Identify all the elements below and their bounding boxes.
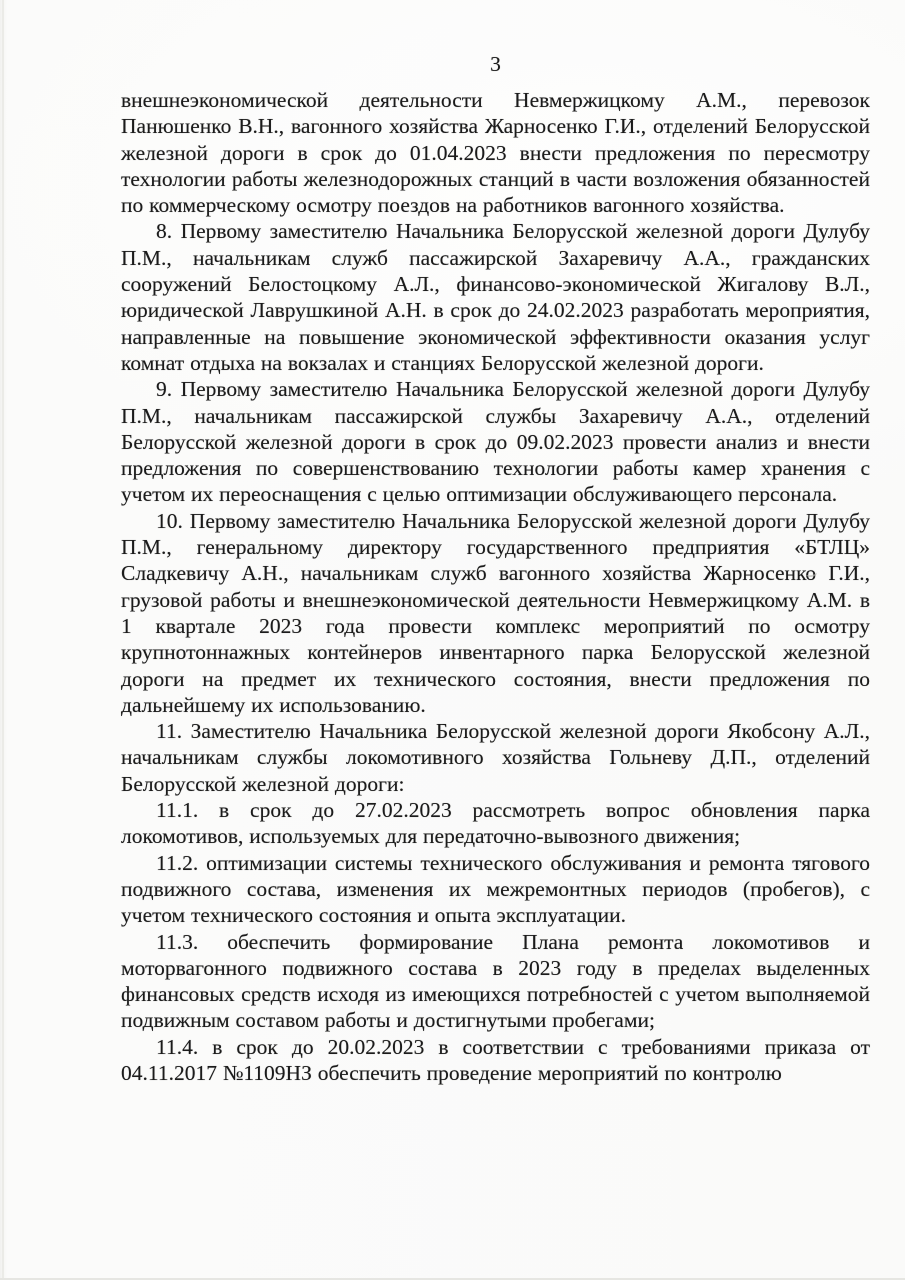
paragraph-11: 11. Заместителю Начальника Белорусской железной дороги Якобсону А.Л., начальникам службы локомотивного хозяйства Гольневу Д.П., отделений Белорусской железной дороги: xyxy=(121,719,870,796)
paragraph-continuation: внешнеэкономической деятельности Невмержицкому А.М., перевозок Панюшенко В.Н., вагонного хозяйства Жарносенко Г.И., отделений Белорусской железной дороги в срок до 01.04.2023 внести предложения по пересмотру технологии работы железнодорожных станций в части возложения обязанностей по коммерческому осмотру поездов на работников вагонного хозяйства. xyxy=(121,88,870,218)
paragraph-10: 10. Первому заместителю Начальника Белорусской железной дороги Дулубу П.М., генеральному директору государственного предприятия «БТЛЦ» Сладкевичу А.Н., начальникам служб вагонного хозяйства Жарносенко Г.И., грузовой работы и внешнеэкономической деятельности Невмержицкому А.М. в 1 квартале 2023 года провести комплекс мероприятий по осмотру крупнотоннажных контейнеров инвентарного парка Белорусской железной дороги на предмет их технического состояния, внести предложения по дальнейшему их использованию. xyxy=(121,508,870,717)
paragraph-11-4: 11.4. в срок до 20.02.2023 в соответствии с требованиями приказа от 04.11.2017 №1109НЗ обеспечить проведение мероприятий по контролю xyxy=(121,1034,870,1085)
paragraph-11-2: 11.2. оптимизации системы технического обслуживания и ремонта тягового подвижного состава, изменения их межремонтных периодов (пробегов), с учетом технического состояния и опыта эксплуатации. xyxy=(121,850,870,928)
scan-left-edge-artifact xyxy=(2,0,4,1280)
paragraph-8: 8. Первому заместителю Начальника Белорусской железной дороги Дулубу П.М., начальникам служб пассажирской Захаревичу А.А., гражданских сооружений Белостоцкому А.Л., финансово-экономической Жигалову В.Л., юридической Лаврушкиной А.Н. в срок до 24.02.2023 разработать мероприятия, направленные на повышение экономической эффективности оказания услуг комнат отдыха на вокзалах и станциях Белорусской железной дороги. xyxy=(121,219,870,375)
paragraph-11-1: 11.1. в срок до 27.02.2023 рассмотреть вопрос обновления парка локомотивов, используемых для передаточно-вывозного движения; xyxy=(121,798,870,849)
paragraph-9: 9. Первому заместителю Начальника Белорусской железной дороги Дулубу П.М., начальникам пассажирской службы Захаревичу А.А., отделений Белорусской железной дороги в срок до 09.02.2023 провести анализ и внести предложения по совершенствованию технологии работы камер хранения с учетом их переоснащения с целью оптимизации обслуживающего персонала. xyxy=(121,377,870,507)
document-body xyxy=(121,87,870,1086)
paragraph-11-3: 11.3. обеспечить формирование Плана ремонта локомотивов и моторвагонного подвижного состава в 2023 году в пределах выделенных финансовых средств исходя из имеющихся потребностей с учетом выполняемой подвижным составом работы и достигнутыми пробегами; xyxy=(121,929,870,1033)
page-number: 3 xyxy=(490,52,501,76)
